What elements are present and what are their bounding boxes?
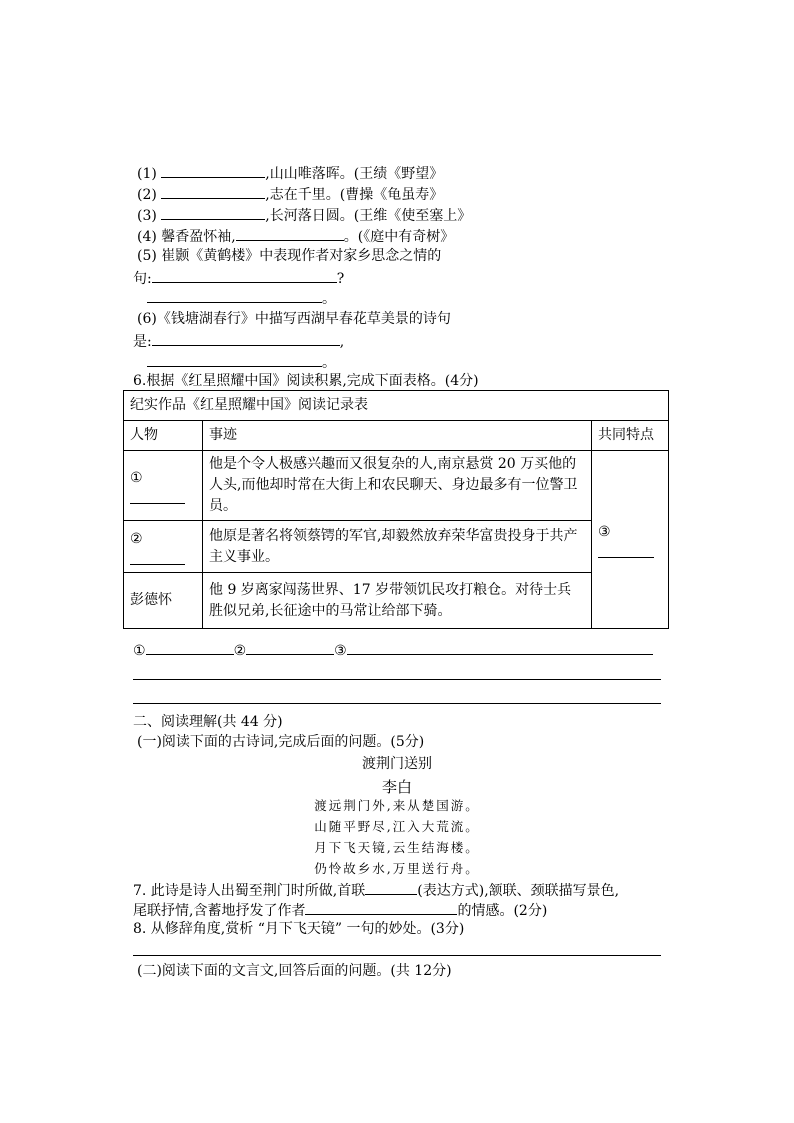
q5-text: (5) 崔颢《黄鹤楼》中表现作者对家乡思念之情的 (137, 248, 442, 264)
person-2-blank[interactable] (130, 550, 185, 565)
common-mark: ③ (598, 523, 611, 540)
answer-mark-2: ② (233, 643, 247, 659)
answer-mark-1: ① (133, 643, 146, 659)
q5-blank-1[interactable] (152, 268, 337, 283)
col-header-person: 人物 (124, 421, 203, 451)
q6-blank-2[interactable] (147, 352, 322, 367)
answer-blank-1[interactable] (146, 640, 234, 655)
person-cell-1 (124, 451, 203, 521)
q5-question-mark: ? (336, 271, 345, 287)
q1-number: (1) (137, 166, 157, 182)
q7-text-d: 的情感。(2分) (457, 903, 548, 919)
table-title: 纪实作品《红星照耀中国》阅读记录表 (124, 391, 669, 421)
person-1-mark: ① (130, 469, 143, 486)
deeds-cell-3: 他 9 岁离家闯荡世界、17 岁带领饥民攻打粮仓。对待士兵胜似兄弟,长征途中的马常让给部下骑。 (203, 573, 592, 629)
q5-period: 。 (322, 291, 336, 307)
q3-text: ,长河落日圆。(王维《使至塞上》 (265, 208, 472, 224)
question-6-header: 6.根据《红星照耀中国》阅读积累,完成下面表格。(4分) (133, 373, 479, 389)
poem-line-1: 渡远荆门外,来从楚国游。 (314, 798, 480, 813)
fill-q5 (137, 247, 441, 265)
part-2-title: (二)阅读下面的文言文,回答后面的问题。(共 12分) (137, 963, 452, 979)
q6-comma: , (339, 334, 345, 350)
q5-blank-2[interactable] (147, 288, 322, 303)
fill-q5-line3 (147, 288, 336, 308)
answer-line-3[interactable] (133, 703, 661, 704)
person-cell-2 (124, 521, 203, 573)
question-7-line-1 (133, 880, 619, 900)
q2-blank[interactable] (161, 184, 265, 199)
person-1-blank[interactable] (130, 489, 185, 504)
fill-q6-line3 (147, 352, 336, 372)
q7-text-c: 尾联抒情,含蓄地抒发了作者 (133, 903, 306, 919)
q6-period: 。 (322, 355, 336, 371)
poem-line-2: 山随平野尽,江入大荒流。 (314, 819, 480, 834)
fill-q3 (137, 205, 471, 225)
fill-q6-line2 (133, 331, 344, 351)
q6-text: (6)《钱塘湖春行》中描写西湖早春花草美景的诗句 (137, 311, 451, 327)
common-cell (592, 451, 669, 629)
q8-answer-line[interactable] (133, 955, 661, 956)
answer-blank-3[interactable] (347, 640, 653, 655)
col-header-deeds: 事迹 (203, 421, 592, 451)
q2-number: (2) (137, 187, 157, 203)
person-cell-3: 彭德怀 (124, 573, 203, 629)
answer-blank-2[interactable] (246, 640, 334, 655)
q1-text: ,山山唯落晖。(王绩《野望》 (265, 166, 444, 182)
q2-text: ,志在千里。(曹操《龟虽寿》 (265, 187, 444, 203)
question-8: 8. 从修辞角度,赏析 “月下飞天镜” 一句的妙处。(3分) (133, 921, 465, 937)
q6-blank-1[interactable] (152, 331, 340, 346)
fill-q4 (137, 226, 454, 246)
common-blank[interactable] (598, 543, 654, 558)
q4-blank[interactable] (236, 226, 344, 241)
deeds-cell-1: 他是个令人极感兴趣而又很复杂的人,南京悬赏 20 万买他的人头,而他却时常在大街上和农民聊天、身边最多有一位警卫员。 (203, 451, 592, 521)
answer-line-1 (133, 640, 653, 660)
answer-line-2[interactable] (133, 679, 661, 680)
question-7-line-2 (133, 900, 547, 920)
table-row (124, 451, 669, 521)
fill-q6 (137, 310, 451, 328)
part-1-title: (一)阅读下面的古诗词,完成后面的问题。(5分) (137, 734, 425, 750)
table-row (124, 521, 669, 573)
q4-text-a: (4) 馨香盈怀袖, (137, 229, 236, 245)
q5-ju: 句: (133, 271, 152, 287)
q3-blank[interactable] (161, 205, 265, 220)
deeds-cell-2: 他原是著名将领蔡锷的军官,却毅然放弃荣华富贵投身于共产主义事业。 (203, 521, 592, 573)
q7-blank-2[interactable] (305, 900, 457, 915)
section-2-title: 二、阅读理解(共 44 分) (133, 714, 283, 730)
poem-author: 李白 (381, 778, 412, 796)
answer-mark-3: ③ (334, 643, 347, 659)
q3-number: (3) (137, 208, 157, 224)
fill-q5-line2 (133, 268, 344, 288)
q1-blank[interactable] (161, 163, 265, 178)
q7-blank-1[interactable] (365, 880, 417, 895)
q7-text-b: (表达方式),颔联、颈联描写景色, (417, 883, 620, 899)
q7-text-a: 7. 此诗是诗人出蜀至荆门时所做,首联 (133, 883, 366, 899)
fill-q2 (137, 184, 443, 204)
reading-record-table (123, 390, 669, 629)
q4-text-b: 。(《庭中有奇树》 (343, 229, 455, 245)
col-header-common: 共同特点 (592, 421, 669, 451)
person-2-mark: ② (130, 530, 143, 547)
table-row (124, 573, 669, 629)
fill-q1 (137, 163, 443, 183)
q6-shi: 是: (133, 334, 152, 350)
poem-title: 渡荆门送别 (362, 756, 432, 772)
poem-line-3: 月下飞天镜,云生结海楼。 (314, 840, 480, 855)
poem-line-4: 仍怜故乡水,万里送行舟。 (314, 861, 480, 876)
